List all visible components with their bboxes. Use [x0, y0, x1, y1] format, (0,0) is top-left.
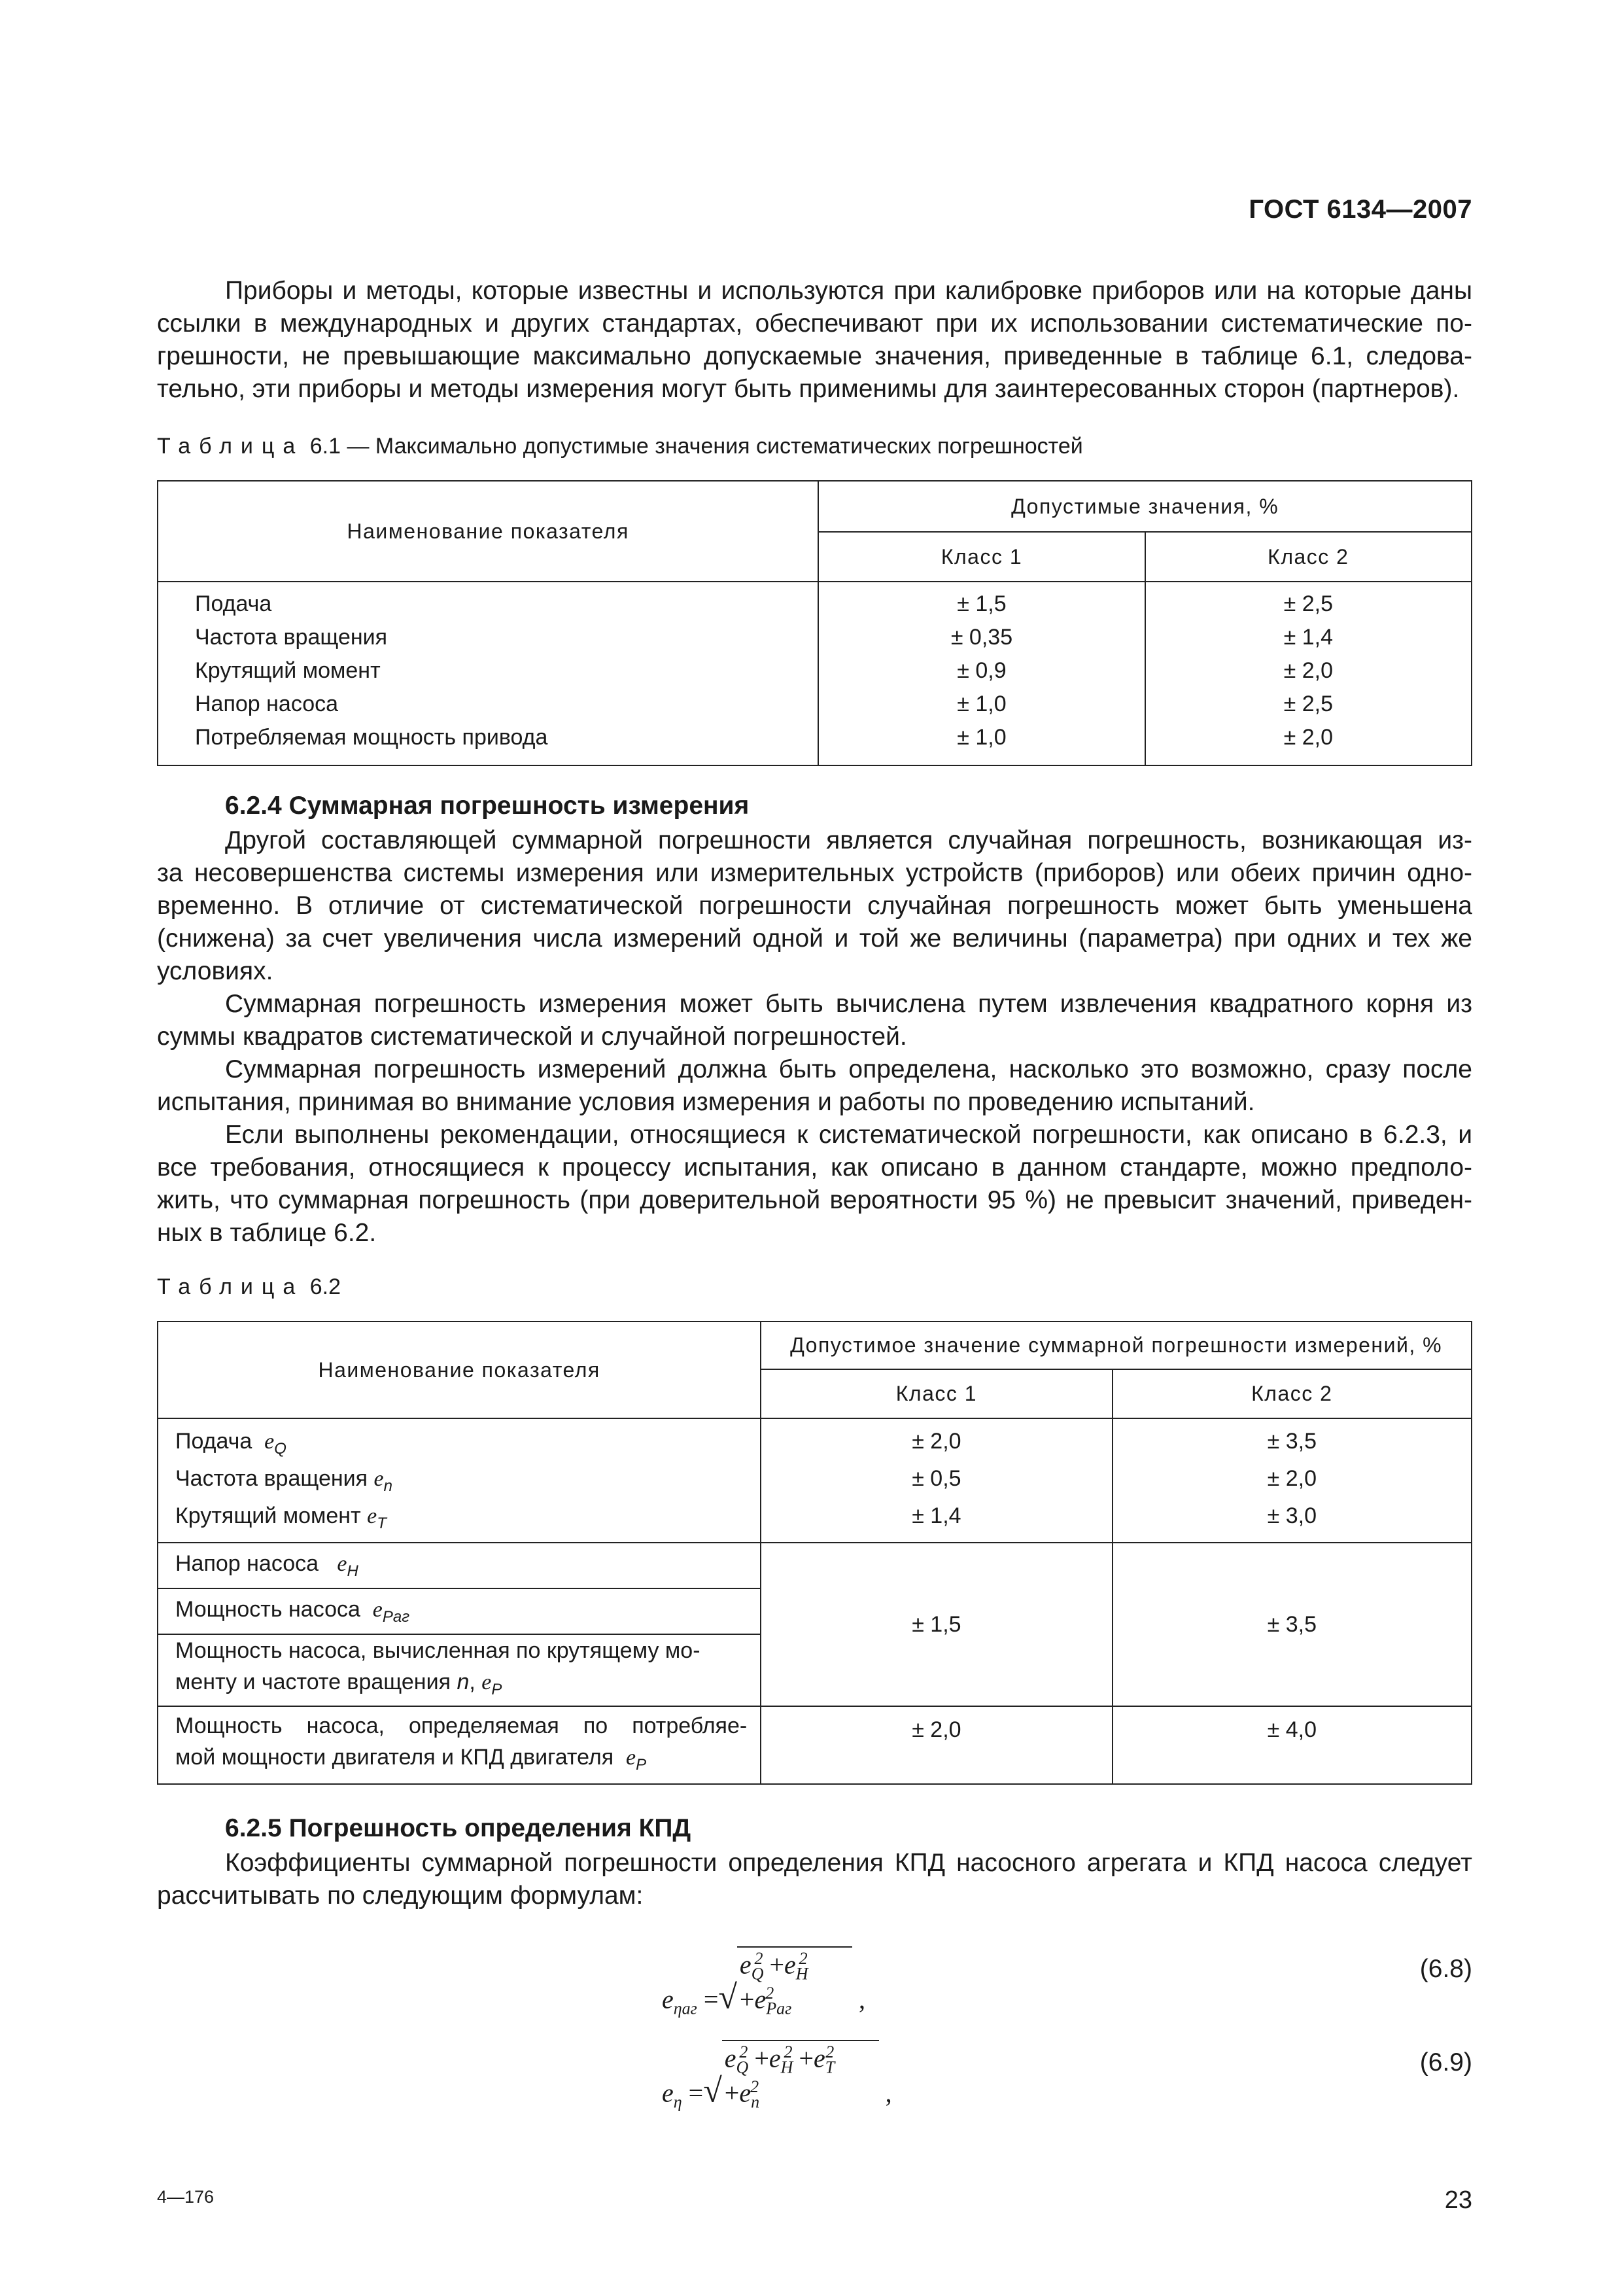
table-6-2-class2: Класс 2	[1113, 1369, 1472, 1418]
table-6-2-group1-class2	[1113, 1418, 1472, 1543]
table-6-2-class1: Класс 1	[761, 1369, 1112, 1418]
table-cell-value: ± 0,5	[912, 1466, 961, 1491]
table-6-1-class1-values	[818, 582, 1145, 765]
table-6-1-class2-values	[1145, 582, 1472, 765]
table-row-name: Подача	[195, 591, 272, 616]
table-6-1-col-name: Наименование показателя	[158, 481, 818, 582]
section-6-2-4-p3: Суммарная погрешность измерений должна быть определена, насколько это возможно, сразу после испытания, принимая во внимание условия измерения и работы по проведению испытаний.	[157, 1055, 1472, 1116]
table-row-name: Потребляемая мощность привода	[195, 725, 548, 750]
footer-print-code: 4—176	[157, 2187, 215, 2207]
table-6-2-row-motor-power: Мощность насоса, определяемая по потребляе- мой мощности двигателя и КПД двигателя $e_P$	[158, 1706, 761, 1784]
table-cell-value: ± 0,35	[950, 625, 1013, 650]
table-6-2-caption: Таблица 6.2	[157, 1274, 341, 1299]
table-row-name: Подача $e_Q$	[175, 1429, 286, 1458]
formula-6-9: $e_\eta =√e_Q^2 +e_H^2 +e_T^2 +e_n^2$ ,	[662, 2040, 892, 2112]
page-number: 23	[1444, 2186, 1472, 2214]
section-6-2-4-p2: Суммарная погрешность измерения может быть вычислена путем извлечения квадратного корня из суммы квадратов систематической и случайной погрешностей.	[157, 990, 1472, 1051]
section-6-2-4-p1: Другой составляющей суммарной погрешности является случайная погрешность, возникающая из- за несовершенства системы измерения или измерительных устройств (приборов) или обеих причин одно- временно. В отличие от систематической погрешности случайная погрешность может быть уменьшена (снижена) за счет увеличения числа измерений одной и той же величины (параметра) при одних и тех же условиях.	[157, 826, 1472, 985]
sqrt-icon: √	[718, 1978, 737, 2016]
table-cell-value: ± 1,0	[957, 692, 1007, 716]
equation-number-6-9: (6.9)	[1419, 2048, 1472, 2076]
table-6-1-class2: Класс 2	[1145, 532, 1472, 582]
table-6-2-row-power: Мощность насоса $e_{Pаг}$	[158, 1588, 761, 1634]
table-cell-value: ± 3,0	[1267, 1503, 1317, 1528]
table-6-2-group3-class2: ± 4,0	[1113, 1706, 1472, 1784]
table-cell-value: ± 2,0	[1283, 725, 1333, 750]
table-6-2-group3-class1: ± 2,0	[761, 1706, 1112, 1784]
table-row-name: Частота вращения	[195, 625, 388, 650]
table-row-name: Крутящий момент	[195, 658, 381, 683]
section-6-2-4-heading: 6.2.4 Суммарная погрешность измерения	[225, 792, 750, 820]
table-6-2-group2-class2: ± 3,5	[1113, 1543, 1472, 1706]
table-cell-value: ± 1,0	[957, 725, 1007, 750]
table-cell-value: ± 2,5	[1283, 591, 1333, 616]
table-cell-value: ± 3,5	[1267, 1429, 1317, 1454]
table-6-1-class1: Класс 1	[818, 532, 1145, 582]
table-cell-value: ± 2,0	[1283, 658, 1333, 683]
table-6-2-group1-names	[158, 1418, 761, 1543]
table-6-1-caption: Таблица 6.1 — Максимально допустимые значения систематических погрешностей	[157, 434, 1083, 459]
table-cell-value: ± 0,9	[957, 658, 1007, 683]
doc-code-header: ГОСТ 6134—2007	[1249, 195, 1472, 224]
table-6-2-row-head: Напор насоса $e_H$	[158, 1543, 761, 1588]
intro-paragraph: Приборы и методы, которые известны и используются при калибровке приборов или на которые даны ссылки в международных и других стандартах, обеспечивают при их использовании систематические по- грешности, не превышающие максимально допускаемые значения, приведенные в таблице 6.1, следова- тельно, эти приборы и методы измерения могут быть применимы для заинтересованных сторон (партнеров).	[157, 277, 1472, 403]
table-cell-value: ± 2,5	[1283, 692, 1333, 716]
table-6-2-col-name: Наименование показателя	[158, 1322, 761, 1418]
formula-6-8: $e_{\eta аг} =√e_Q^2 +e_H^2 +e_{Pаг}^2$ ,	[662, 1946, 865, 2019]
section-6-2-4-p4: Если выполнены рекомендации, относящиеся к систематической погрешности, как описано в 6.2.3, и все требования, относящиеся к процессу испытания, как описано в данном стандарте, можно предполо- жить, что суммарная погрешность (при доверительной вероятности 95 %) не превысит значений, приведен- ных в таблице 6.2.	[157, 1121, 1472, 1247]
table-row-name: Крутящий момент $e_T$	[175, 1503, 387, 1532]
table-6-2-col-group: Допустимое значение суммарной погрешности измерений, %	[761, 1322, 1472, 1369]
table-6-2-group1-class1	[761, 1418, 1112, 1543]
sqrt-icon: √	[703, 2072, 722, 2110]
section-6-2-5-heading: 6.2.5 Погрешность определения КПД	[225, 1814, 691, 1842]
table-6-1-names	[158, 582, 818, 765]
table-cell-value: ± 2,0	[912, 1429, 961, 1454]
table-6-2-row-calc-power: Мощность насоса, вычисленная по крутящему мо- менту и частоте вращения n, $e_P$	[158, 1634, 761, 1706]
table-6-2	[157, 1321, 1472, 1785]
table-cell-value: ± 1,4	[912, 1503, 961, 1528]
table-6-1	[157, 480, 1472, 766]
table-cell-value: ± 1,5	[957, 591, 1007, 616]
table-6-2-group2-class1: ± 1,5	[761, 1543, 1112, 1706]
table-row-name: Напор насоса	[195, 692, 339, 716]
table-cell-value: ± 2,0	[1267, 1466, 1317, 1491]
table-cell-value: ± 1,4	[1283, 625, 1333, 650]
table-6-1-col-group: Допустимые значения, %	[818, 481, 1472, 532]
section-6-2-5-p1: Коэффициенты суммарной погрешности определения КПД насосного агрегата и КПД насоса следует рассчитывать по следующим формулам:	[157, 1849, 1472, 1910]
table-row-name: Частота вращения $e_n$	[175, 1466, 392, 1495]
equation-number-6-8: (6.8)	[1419, 1955, 1472, 1983]
